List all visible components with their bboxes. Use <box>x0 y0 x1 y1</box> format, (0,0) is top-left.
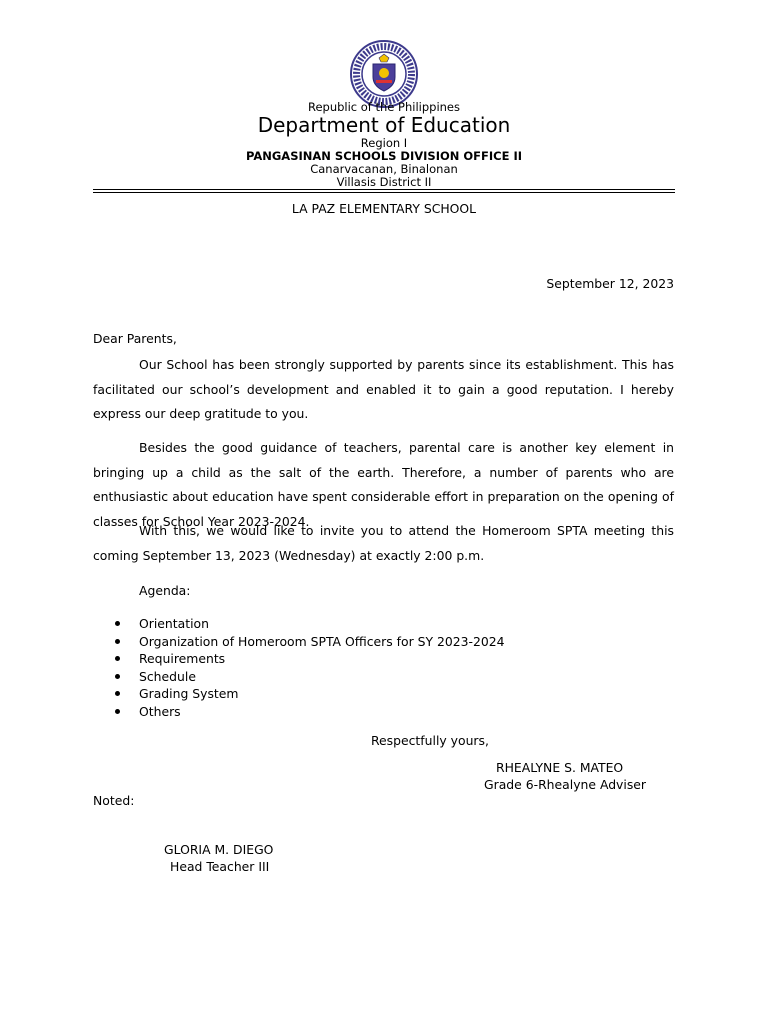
school-name: LA PAZ ELEMENTARY SCHOOL <box>291 201 477 216</box>
department-title: Department of Education <box>257 113 511 137</box>
header-divider-top <box>93 189 675 190</box>
agenda-item <box>113 633 505 651</box>
noted-name: GLORIA M. DIEGO <box>164 842 274 857</box>
bullet-icon <box>115 621 120 626</box>
deped-seal <box>349 39 419 109</box>
agenda-item <box>113 615 505 633</box>
division-line: PANGASINAN SCHOOLS DIVISION OFFICE II <box>245 149 523 163</box>
agenda-item-text: Grading System <box>139 686 239 702</box>
signer-name: RHEALYNE S. MATEO <box>496 760 624 775</box>
header-divider-bottom <box>93 192 675 193</box>
agenda-item <box>113 668 505 686</box>
district-line: Villasis District II <box>336 175 432 189</box>
salutation: Dear Parents, <box>93 331 177 346</box>
bullet-icon <box>115 709 120 714</box>
agenda-item <box>113 703 505 721</box>
region-line: Region I <box>360 136 408 150</box>
closing: Respectfully yours, <box>371 733 489 748</box>
bullet-icon <box>115 656 120 661</box>
deped-seal-icon <box>349 39 419 109</box>
agenda-item-text: Others <box>139 703 181 719</box>
noted-label: Noted: <box>93 793 135 808</box>
agenda-item <box>113 650 505 668</box>
agenda-item-text: Orientation <box>139 616 209 631</box>
noted-title: Head Teacher III <box>170 859 270 874</box>
address-line: Canarvacanan, Binalonan <box>310 162 458 176</box>
agenda-item <box>113 685 505 703</box>
agenda-label: Agenda: <box>139 583 191 598</box>
bullet-icon <box>115 639 120 644</box>
agenda-list <box>113 615 505 721</box>
bullet-icon <box>115 674 120 679</box>
agenda-item-text: Schedule <box>139 668 196 684</box>
paragraph-1: Our School has been strongly supported by parents since its establishment. This has facilitated our school’s development and enabled it to gain a good reputation. I hereby express our deep gratitude to you. <box>93 357 674 421</box>
signer-title: Grade 6-Rhealyne Adviser <box>484 777 647 792</box>
republic-line: Republic of the Philippines <box>307 100 461 114</box>
bullet-icon <box>115 691 120 696</box>
paragraph-3: With this, we would like to invite you to attend the Homeroom SPTA meeting this coming September 13, 2023 (Wednesday) at exactly 2:00 p.m. <box>93 523 674 563</box>
agenda-item-text: Organization of Homeroom SPTA Officers for SY 2023-2024 <box>139 633 505 649</box>
agenda-item-text: Requirements <box>139 651 226 667</box>
letter-date: September 12, 2023 <box>546 276 674 291</box>
paragraph-2: Besides the good guidance of teachers, parental care is another key element in bringing up a child as the salt of the earth. Therefore, a number of parents who are enthusiastic about education have spent considerable effort in preparation on the opening of classes for School Year 2023-2024. <box>93 440 674 529</box>
